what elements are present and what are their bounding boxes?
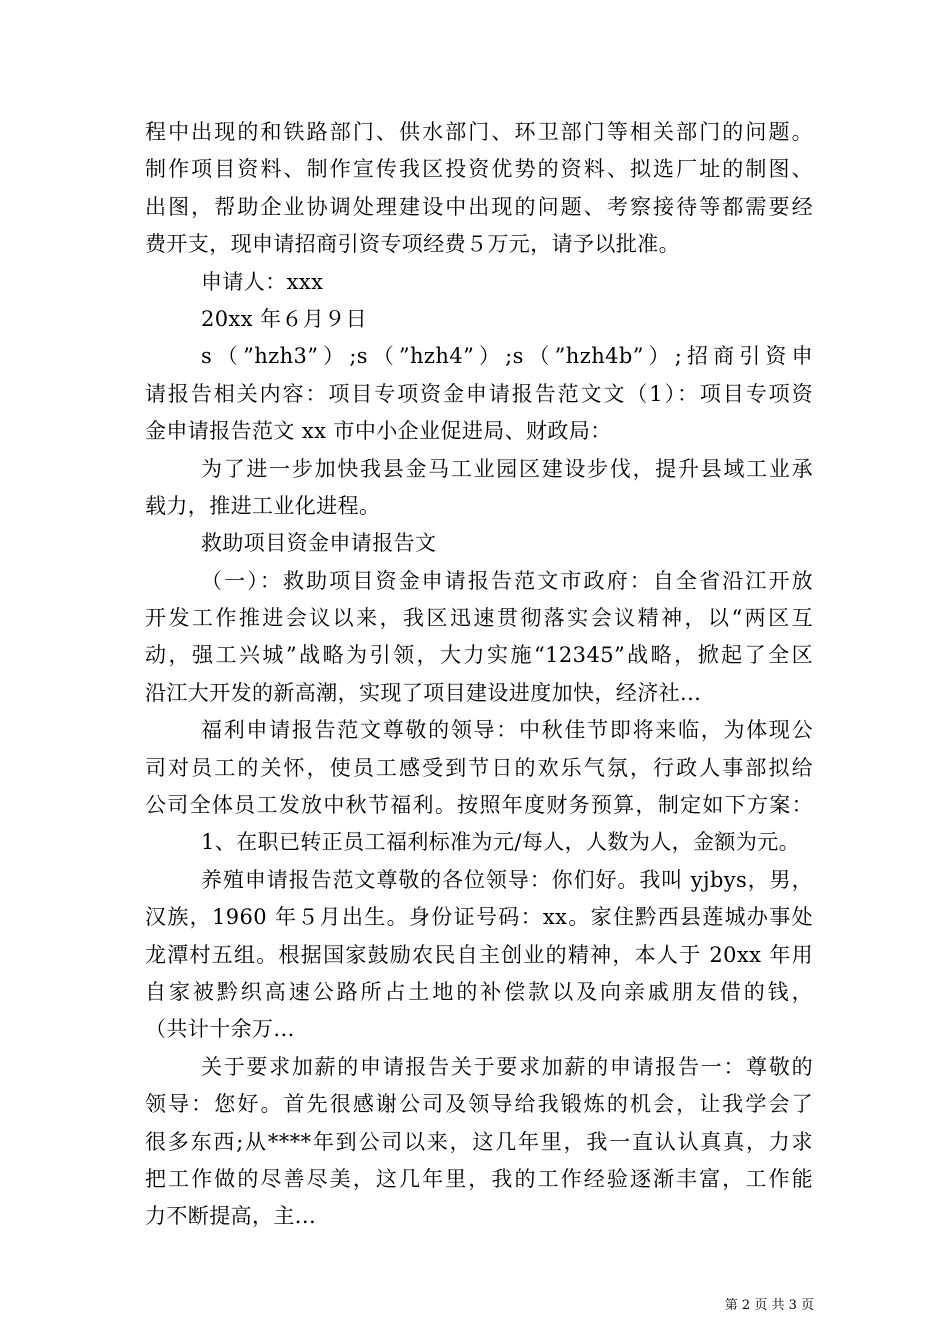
text-line: 把工作做的尽善尽美，这几年里，我的工作经验逐渐丰富，工作能 — [145, 1166, 813, 1191]
paragraph-lines — [145, 114, 813, 1236]
text-line: （一）：救助项目资金申请报告范文市政府：自全省沿江开放 — [201, 568, 813, 593]
text-line: 养殖申请报告范文尊敬的各位领导：你们好。我叫 yjbys，男， — [201, 867, 813, 892]
text-line: 载力，推进工业化进程。 — [145, 493, 381, 518]
text-line: 程中出现的和铁路部门、供水部门、环卫部门等相关部门的问题。 — [145, 120, 813, 144]
text-line: 出图，帮助企业协调处理建设中出现的问题、考察接待等都需要经 — [145, 194, 813, 219]
text-line: 公司全体员工发放中秋节福利。按照年度财务预算，制定如下方案： — [145, 793, 813, 818]
text-line: 自家被黔织高速公路所占土地的补偿款以及向亲戚朋友借的钱， — [145, 979, 813, 1004]
text-line: 开发工作推进会议以来，我区迅速贯彻落实会议精神，以“两区互 — [145, 606, 813, 631]
text-line: 救助项目资金申请报告文 — [201, 531, 437, 556]
document-body — [145, 114, 813, 1236]
text-line: 金申请报告范文 xx 市中小企业促进局、财政局： — [145, 419, 612, 444]
text-line: 领导：您好。首先很感谢公司及领导给我锻炼的机会，让我学会了 — [145, 1092, 813, 1117]
text-line: 1、在职已转正员工福利标准为元/每人，人数为人，金额为元。 — [201, 830, 801, 855]
text-line: 龙潭村五组。根据国家鼓励农民自主创业的精神，本人于 20xx 年用 — [145, 942, 813, 967]
text-line: 制作项目资料、制作宣传我区投资优势的资料、拟选厂址的制图、 — [145, 157, 813, 182]
text-line: （共计十余万... — [145, 1017, 295, 1042]
text-line: 费开支，现申请招商引资专项经费５万元，请予以批准。 — [145, 232, 680, 257]
text-line: 司对员工的关怀，使员工感受到节日的欢乐气氛，行政人事部拟给 — [145, 755, 813, 780]
text-line: 关于要求加薪的申请报告关于要求加薪的申请报告一：尊敬的 — [201, 1054, 813, 1079]
text-line: 很多东西;从****年到公司以来，这几年里，我一直认认真真，力求 — [145, 1129, 813, 1154]
text-line: 力不断提高，主... — [145, 1204, 317, 1229]
text-line: s（”hzh3”）;s（”hzh4”）;s（”hzh4b”）;招商引资申 — [201, 344, 813, 369]
text-line: 汉族，1960 年５月出生。身份证号码：xx。家住黔西县莲城办事处 — [145, 905, 813, 930]
text-line: 福利申请报告范文尊敬的领导：中秋佳节即将来临，为体现公 — [201, 718, 813, 743]
text-line: 请报告相关内容：项目专项资金申请报告范文文（1）：项目专项资 — [145, 381, 813, 406]
text-line: 20xx 年６月９日 — [201, 306, 368, 331]
text-line: 申请人：xxx — [201, 269, 324, 294]
text-line: 沿江大开发的新高潮，实现了项目建设进度加快，经济社... — [145, 680, 702, 705]
text-line: 为了进一步加快我县金马工业园区建设步伐，提升县域工业承 — [201, 456, 813, 481]
page-number: 第 2 页 共 3 页 — [724, 1298, 814, 1313]
text-line: 动，强工兴城”战略为引领，大力实施“12345”战略，掀起了全区 — [145, 643, 813, 668]
